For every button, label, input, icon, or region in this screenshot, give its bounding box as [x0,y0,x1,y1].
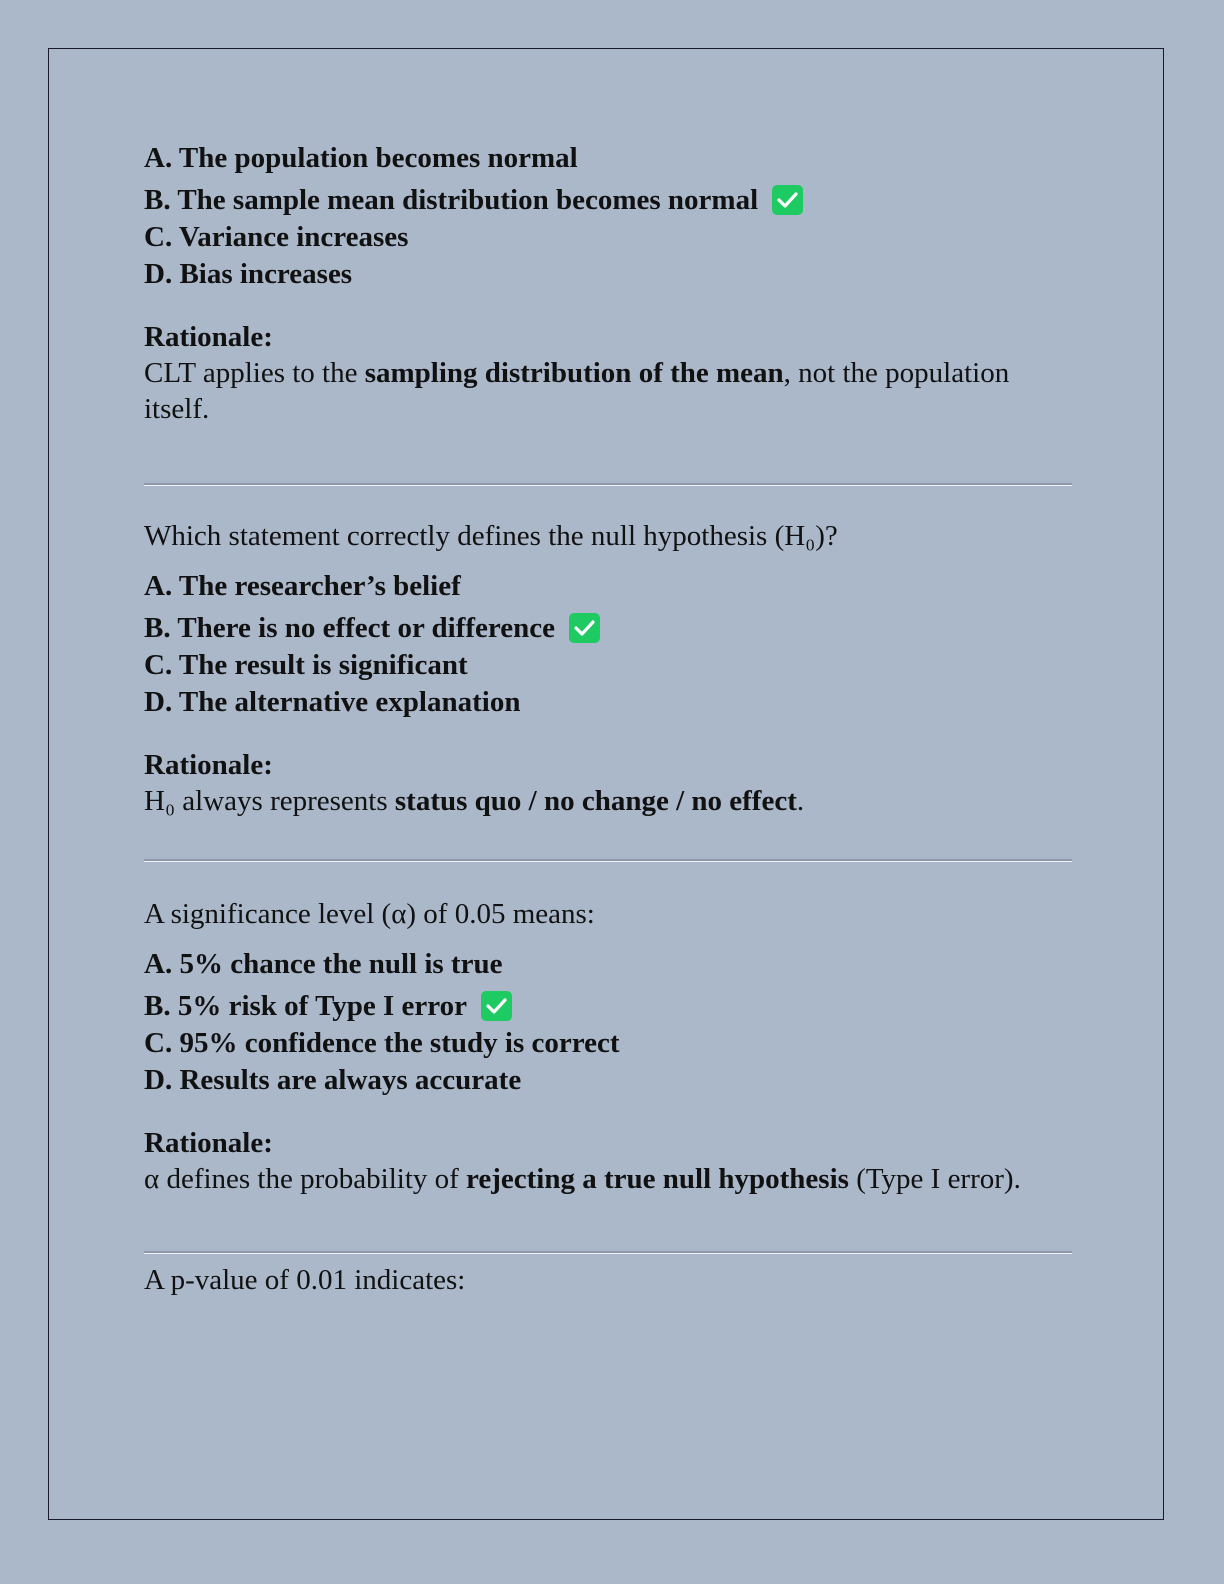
option-a: A. The population becomes normal [144,142,578,174]
option-d: D. Bias increases [144,258,353,290]
check-mark-icon [569,613,600,643]
divider [144,1251,1072,1254]
question-block-2 [144,518,1072,819]
option-b: B. 5% risk of Type I error [144,988,1072,1025]
option-c: C. The result is significant [144,649,468,681]
option-a: A. The researcher’s belief [144,570,461,602]
option-a: A. 5% chance the null is true [144,948,503,980]
check-mark-icon [772,185,803,215]
option-d: D. The alternative explanation [144,686,521,718]
document-content [144,140,1072,1298]
question-text: Which statement correctly defines the null hypothesis (H₀)? [144,520,838,552]
divider [144,859,1072,862]
rationale-text: CLT applies to the sampling distribution of the mean, not the population itself. [144,357,1010,425]
divider [144,483,1072,486]
question-block-3 [144,896,1072,1197]
question-block-1 [144,140,1072,427]
option-b: B. There is no effect or difference [144,610,1072,647]
option-d: D. Results are always accurate [144,1064,522,1096]
rationale-text: H₀ always represents status quo / no change / no effect. [144,785,805,817]
rationale-label: Rationale: [144,321,273,353]
option-b: B. The sample mean distribution becomes normal [144,182,1072,219]
rationale-label: Rationale: [144,749,273,781]
question-block-4 [144,1262,1072,1298]
option-c: C. 95% confidence the study is correct [144,1027,620,1059]
check-mark-icon [481,991,512,1021]
rationale-text: α defines the probability of rejecting a true null hypothesis (Type I error). [144,1163,1021,1195]
rationale-label: Rationale: [144,1127,273,1159]
question-text: A p-value of 0.01 indicates: [144,1264,466,1296]
option-c: C. Variance increases [144,221,409,253]
question-text: A significance level (α) of 0.05 means: [144,898,595,930]
